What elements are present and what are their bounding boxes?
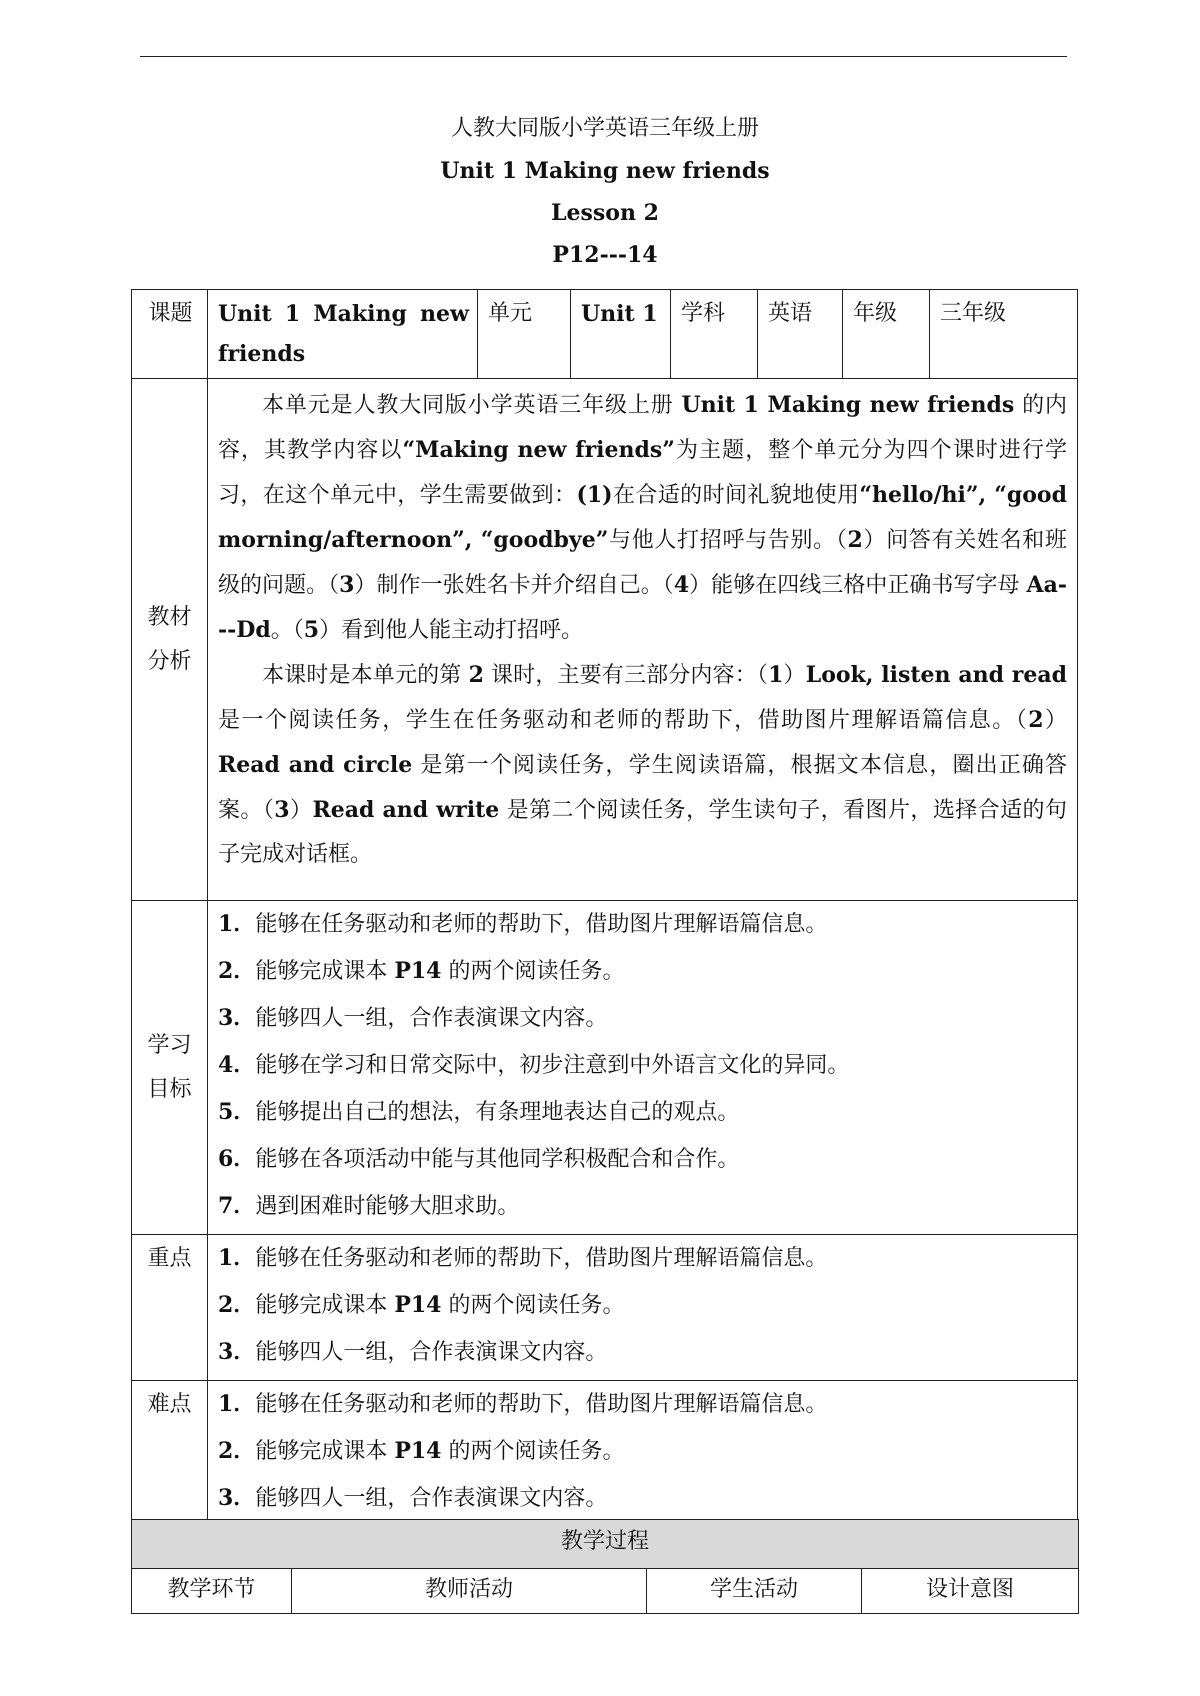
list-item-text: 能够提出自己的想法，有条理地表达自己的观点。 [255, 1100, 740, 1125]
analysis-label [132, 379, 208, 901]
difficulties-row [132, 1381, 1078, 1527]
text-run: 是第一个阅读任务，学生阅读语篇，根据文本信息，圈出正确答案。（ [218, 753, 1067, 823]
column-stage: 教学环节 [132, 1569, 292, 1614]
key-points-list [208, 1235, 1078, 1381]
teaching-process-table [131, 1519, 1079, 1614]
bold-text-run: 5 [303, 617, 320, 643]
list-item-text: 能够在各项活动中能与其他同学积极配合和合作。 [255, 1147, 740, 1172]
bold-text-run: 1 [768, 662, 784, 688]
list-item [218, 1089, 1067, 1136]
column-teacher-activity: 教师活动 [292, 1569, 647, 1614]
list-item-text: 能够四人一组，合作表演课文内容。 [255, 1006, 608, 1031]
list-item-number: 1． [218, 1391, 256, 1417]
bold-text-run: “Making new friends” [402, 437, 675, 463]
document-header [0, 108, 1200, 276]
list-item-text: 能够四人一组，合作表演课文内容。 [255, 1340, 608, 1365]
objectives-label-line2: 目标 [147, 1076, 192, 1102]
text-run: ）问答有关姓名和班级的问题。（ [218, 528, 1067, 598]
teaching-process-title: 教学过程 [132, 1520, 1079, 1569]
objectives-list [208, 901, 1078, 1235]
lesson-plan-table [131, 289, 1078, 1527]
list-item-number: 3． [218, 1005, 256, 1031]
list-item [218, 1329, 1067, 1376]
unit-label: 单元 [478, 290, 571, 379]
list-item [218, 1381, 1067, 1428]
analysis-paragraph-2 [218, 653, 1067, 877]
list-item [218, 1183, 1067, 1230]
bold-text-run: 3 [339, 572, 355, 598]
topic-label: 课题 [132, 290, 208, 379]
unit-title: Unit 1 Making new friends [440, 158, 770, 184]
list-item [218, 1136, 1067, 1183]
list-item [218, 1042, 1067, 1089]
difficulties-label: 难点 [132, 1381, 208, 1527]
list-item [218, 1475, 1067, 1522]
column-student-activity: 学生活动 [647, 1569, 862, 1614]
bold-text-run: Look, listen and read [805, 662, 1067, 688]
bold-text-run: Unit 1 Making new friends [681, 392, 1015, 418]
list-item-text-tail: 的两个阅读任务。 [441, 1293, 625, 1318]
list-item-number: 1． [218, 911, 256, 937]
text-run: 本单元是人教大同版小学英语三年级上册 [262, 393, 682, 418]
list-item [218, 1282, 1067, 1329]
objectives-row [132, 901, 1078, 1235]
list-item-text: 遇到困难时能够大胆求助。 [255, 1194, 520, 1219]
text-run: ） [1043, 708, 1067, 733]
text-run: 。（ [270, 618, 304, 643]
list-item-text: 能够在任务驱动和老师的帮助下，借助图片理解语篇信息。 [255, 912, 828, 937]
unit-value: Unit 1 [571, 290, 671, 379]
analysis-label-line2: 分析 [147, 648, 192, 674]
text-run: 在合适的时间礼貌地使用 [612, 483, 860, 508]
list-item [218, 901, 1067, 948]
bold-text-run: 3 [274, 797, 290, 823]
grade-value: 三年级 [930, 290, 1078, 379]
grade-label: 年级 [843, 290, 930, 379]
column-design-intent: 设计意图 [862, 1569, 1079, 1614]
list-item-text: 能够在学习和日常交际中，初步注意到中外语言文化的异同。 [255, 1053, 850, 1078]
text-run: 的内容，其教学内容以 [218, 393, 1067, 463]
bold-text-run: (1) [576, 482, 613, 508]
text-run: 为主题，整个单元分为四个课时进行学习，在这个单元中，学生需要做到： [218, 438, 1067, 508]
subject-value: 英语 [758, 290, 843, 379]
list-item [218, 995, 1067, 1042]
list-item [218, 948, 1067, 995]
difficulties-list [208, 1381, 1078, 1527]
text-run: 本课时是本单元的第 [262, 663, 469, 688]
list-item-number: 3． [218, 1485, 256, 1511]
list-item-number: 2． [218, 1292, 256, 1318]
text-run: 课时，主要有三部分内容：（ [483, 663, 769, 688]
text-run: ）能够在四线三格中正确书写字母 [689, 573, 1027, 598]
list-item-number: 4． [218, 1052, 256, 1078]
teaching-process-title-row [132, 1520, 1079, 1569]
list-item-text-tail: 的两个阅读任务。 [441, 959, 625, 984]
objectives-label [132, 901, 208, 1235]
list-item-text: 能够完成课本 [255, 959, 395, 984]
bold-text-run: Aa---Dd [218, 572, 1067, 643]
objectives-label-line1: 学习 [147, 1032, 192, 1058]
bold-text-run: 2 [847, 527, 863, 553]
analysis-content [208, 379, 1078, 901]
list-item-bold-text: P14 [394, 958, 442, 984]
bold-text-run: Read and write [312, 797, 500, 823]
bold-text-run: Read and circle [218, 752, 413, 778]
analysis-row [132, 379, 1078, 901]
header-rule [140, 56, 1067, 57]
text-run: 是第二个阅读任务，学生读句子，看图片，选择合适的句子完成对话框。 [218, 798, 1067, 867]
list-item-text: 能够完成课本 [255, 1439, 395, 1464]
list-item-bold-text: P14 [394, 1292, 442, 1318]
document-title: 人教大同版小学英语三年级上册 [450, 116, 759, 141]
bold-text-run: “hello/hi”, “good morning/afternoon”, “goodbye” [218, 482, 1067, 553]
bold-text-run: 2 [1028, 707, 1044, 733]
list-item-number: 6． [218, 1146, 256, 1172]
list-item-text: 能够四人一组，合作表演课文内容。 [255, 1486, 608, 1511]
text-run: 与他人打招呼与告别。（ [608, 528, 848, 553]
bold-text-run: 4 [673, 572, 690, 598]
list-item-text: 能够在任务驱动和老师的帮助下，借助图片理解语篇信息。 [255, 1392, 828, 1417]
page-range: P12---14 [552, 242, 658, 268]
list-item-text-tail: 的两个阅读任务。 [441, 1439, 625, 1464]
text-run: ）看到他人能主动打招呼。 [319, 618, 584, 643]
analysis-label-line1: 教材 [147, 604, 192, 630]
text-run: 是一个阅读任务，学生在任务驱动和老师的帮助下，借助图片理解语篇信息。（ [218, 708, 1029, 733]
key-points-label: 重点 [132, 1235, 208, 1381]
list-item-number: 5． [218, 1099, 256, 1125]
topic-value: Unit 1 Making new friends [208, 290, 478, 379]
list-item [218, 1235, 1067, 1282]
list-item-number: 2． [218, 1438, 256, 1464]
list-item [218, 1428, 1067, 1475]
list-item-number: 3． [218, 1339, 256, 1365]
text-run: ） [289, 798, 313, 823]
text-run: ）制作一张姓名卡并介绍自己。（ [354, 573, 674, 598]
list-item-number: 1． [218, 1245, 256, 1271]
bold-text-run: 2 [468, 662, 484, 688]
subject-label: 学科 [671, 290, 758, 379]
list-item-text: 能够在任务驱动和老师的帮助下，借助图片理解语篇信息。 [255, 1246, 828, 1271]
list-item-text: 能够完成课本 [255, 1293, 395, 1318]
info-row [132, 290, 1078, 379]
lesson-title: Lesson 2 [551, 200, 659, 226]
list-item-number: 7． [218, 1193, 256, 1219]
list-item-number: 2． [218, 958, 256, 984]
list-item-bold-text: P14 [394, 1438, 442, 1464]
key-points-row [132, 1235, 1078, 1381]
teaching-process-header-row [132, 1569, 1079, 1614]
text-run: ） [783, 663, 806, 688]
analysis-paragraph-1 [218, 383, 1067, 653]
